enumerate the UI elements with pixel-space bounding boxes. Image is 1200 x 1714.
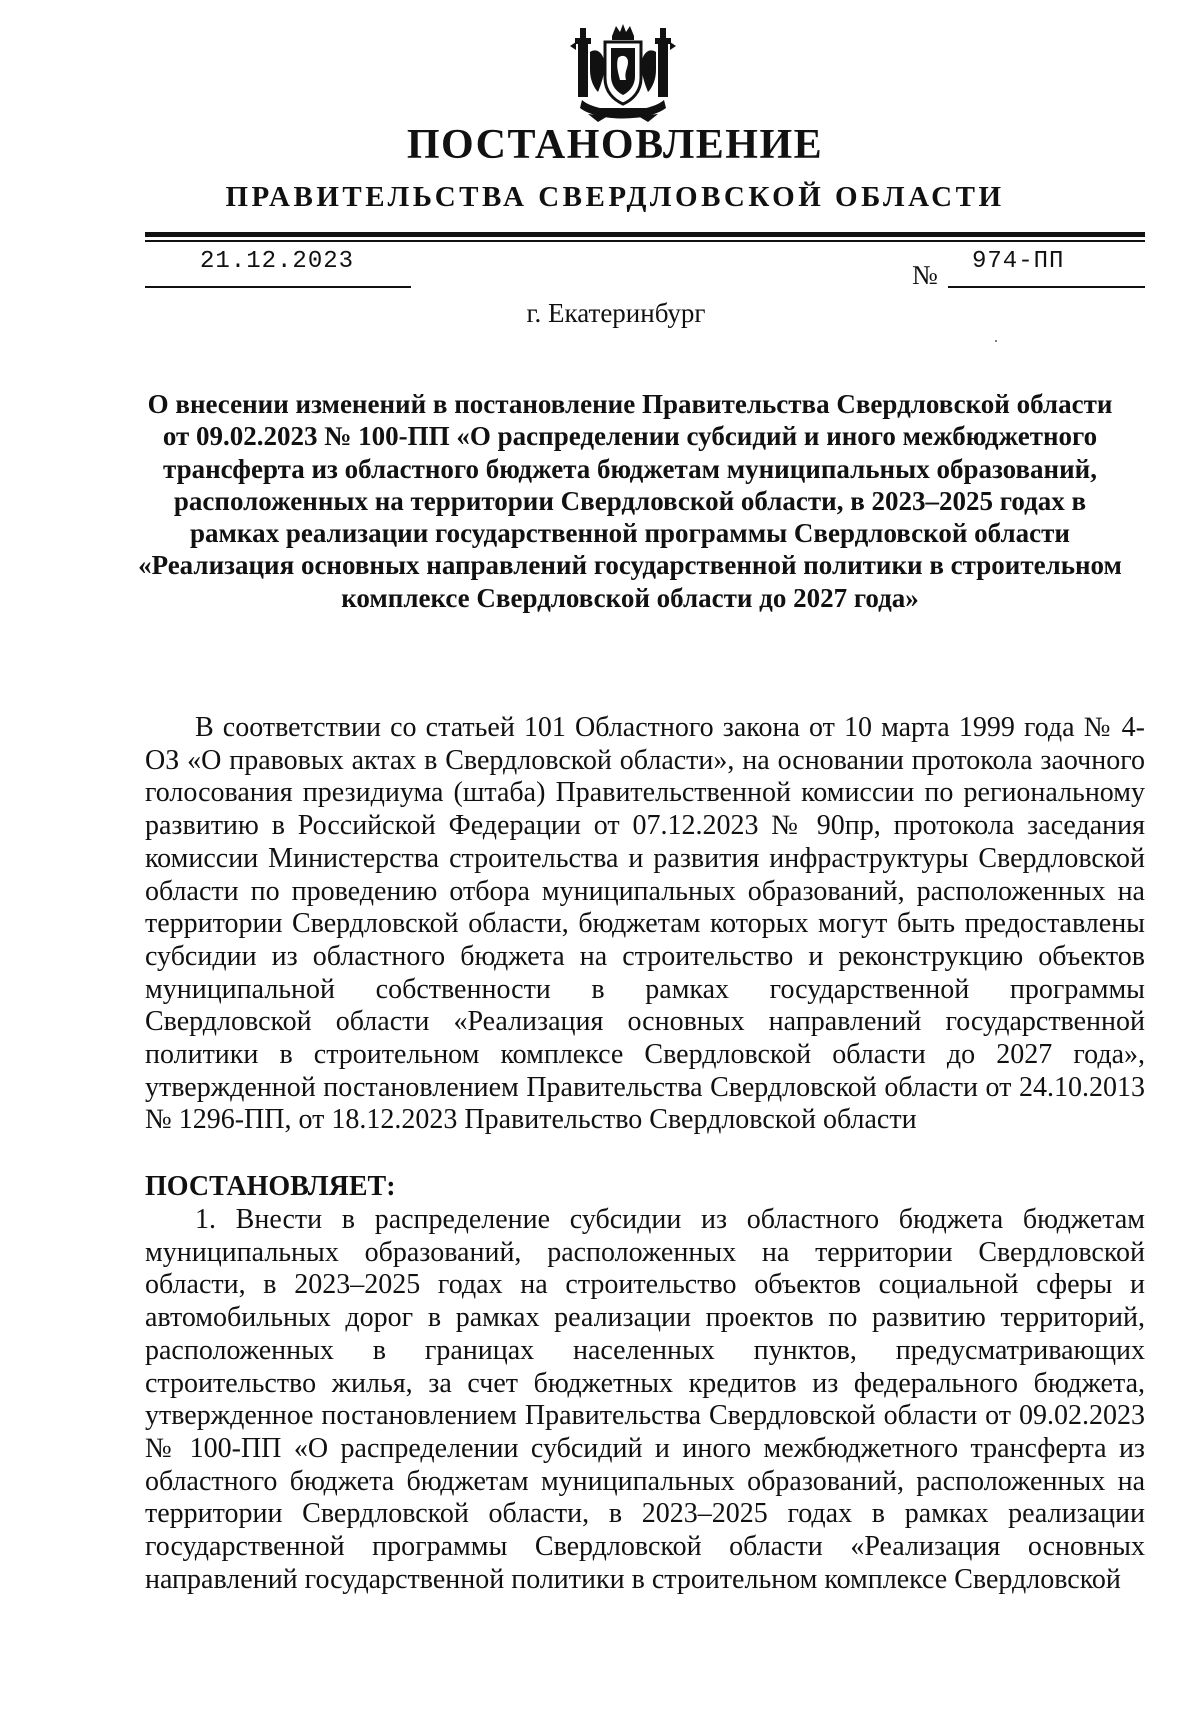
header-rule-thick [145,232,1145,237]
number-underline [948,286,1145,288]
document-date: 21.12.2023 [200,248,355,275]
coat-of-arms-emblem [568,22,678,127]
preamble-paragraph: В соответствии со статьей 101 Областного закона от 10 марта 1999 года № 4-ОЗ «О правовых актах в Свердловской области», на основании протокола заочного голосования президиума (штаба) Правительственной комиссии по региональному развитию в Российской Федерации от 07.12.2023 № 90пр, протокола заседания комиссии Министерства строительства и развития инфраструктуры Свердловской области по проведению отбора муниципальных образований, расположенных на территории Свердловской области, бюджетам которых могут быть предоставлены субсидии из областного бюджета на строительство и реконструкцию объектов муниципальной собственности в рамках государственной программы Свердловской области «Реализация основных направлений государственной политики в строительном комплексе Свердловской области до 2027 года», утвержденной постановлением Правительства Свердловской области от 24.10.2013 № 1296-ПП, от 18.12.2023 Правительство Свердловской области [145,712,1145,1136]
document-heading: О внесении изменений в постановление Правительства Свердловской области от 09.02.2023 № 100-ПП «О распределении субсидий и иного межбюджетного трансферта из областного бюджета бюджетам муниципальных образований, расположенных на территории Свердловской области, в 2023–2025 годах в рамках реализации государственной программы Свердловской области «Реализация основных направлений государственной политики в строительном комплексе Свердловской области до 2027 года» [138,389,1122,613]
resolve-heading: ПОСТАНОВЛЯЕТ: [145,1171,396,1202]
header-rule-thin [145,240,1145,242]
city: г. Екатеринбург [526,298,706,328]
document-type-title: ПОСТАНОВЛЕНИЕ [406,122,824,168]
scan-speck [995,340,997,342]
document-number: 974-ПП [972,248,1065,275]
number-sign: № [912,260,938,290]
issuer-name: ПРАВИТЕЛЬСТВА СВЕРДЛОВСКОЙ ОБЛАСТИ [225,181,1005,213]
date-underline [145,286,411,288]
item-1-paragraph: 1. Внести в распределение субсидии из областного бюджета бюджетам муниципальных образований, расположенных на территории Свердловской области, в 2023–2025 годах на строительство объектов социальной сферы и автомобильных дорог в рамках реализации проектов по развитию территорий, расположенных в границах населенных пунктов, предусматривающих строительство жилья, за счет бюджетных кредитов из федерального бюджета, утвержденное постановлением Правительства Свердловской области от 09.02.2023 № 100-ПП «О распределении субсидий и иного межбюджетного трансферта из областного бюджета бюджетам муниципальных образований, расположенных на территории Свердловской области, в 2023–2025 годах в рамках реализации государственной программы Свердловской области «Реализация основных направлений государственной политики в строительном комплексе Свердловской [145,1204,1145,1595]
